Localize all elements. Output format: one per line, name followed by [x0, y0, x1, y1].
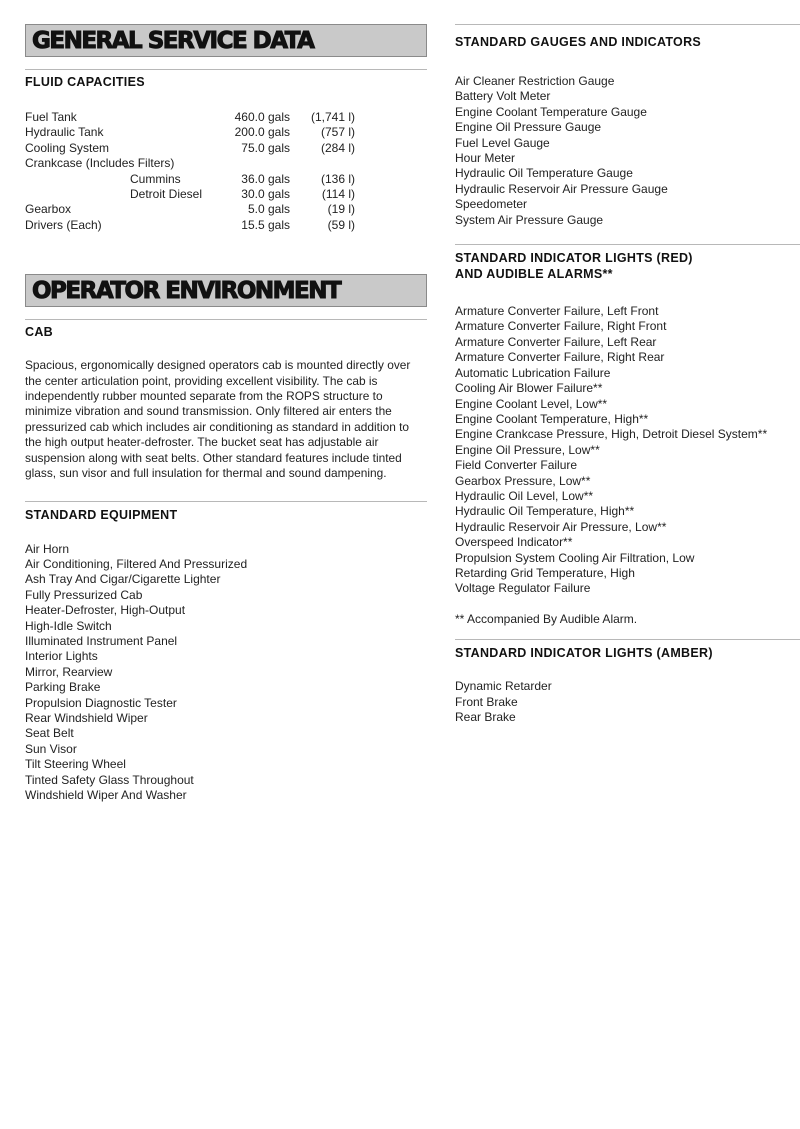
- amber-indicator-item: Rear Brake: [455, 710, 516, 724]
- gauge-item: Fuel Level Gauge: [455, 135, 550, 150]
- equipment-item: Tilt Steering Wheel: [25, 757, 126, 772]
- cab-description: Spacious, ergonomically designed operators cab is mounted directly over the center articulation point, providing excellent visibility. The cab is independently rubber mounted separate from the ROPS structure to minimize vibration and sound transmission. Only filtered air enters the pressurized cab which includes air conditioning as standard in addition to the high output heater-defroster. The bucket seat has adjustable air suspension along with seat belts. Other standard features include tinted glass, sun visor and full insulation for thermal and sound dampening.: [25, 358, 411, 481]
- red-indicator-list: [455, 304, 800, 597]
- equipment-item: High-Idle Switch: [25, 618, 112, 633]
- audible-alarm-footnote: ** Accompanied By Audible Alarm.: [455, 611, 638, 626]
- standard-gauges-list: [455, 74, 800, 228]
- fluid-liters: (1,741 l): [310, 110, 355, 124]
- fluid-sublabel: [130, 141, 230, 156]
- operator-environment-banner: [25, 274, 427, 307]
- divider: [455, 244, 800, 245]
- red-indicator-heading: [455, 250, 800, 282]
- divider: [25, 501, 427, 502]
- amber-indicator-heading: STANDARD INDICATOR LIGHTS (AMBER): [455, 646, 713, 661]
- fluid-row: [25, 156, 355, 171]
- red-indicator-item: Overspeed Indicator**: [455, 535, 573, 550]
- equipment-item: Windshield Wiper And Washer: [25, 788, 187, 802]
- fluid-sublabel: Cummins: [130, 171, 181, 186]
- red-indicator-item: Propulsion System Cooling Air Filtration, Low: [455, 550, 695, 565]
- red-indicator-item: Hydraulic Reservoir Air Pressure, Low**: [455, 519, 667, 534]
- gauge-item: Battery Volt Meter: [455, 89, 551, 104]
- fluid-liters: (284 l): [320, 140, 355, 155]
- fluid-capacities-heading: FLUID CAPACITIES: [25, 75, 145, 89]
- equipment-item: Interior Lights: [25, 649, 98, 664]
- red-indicator-item: Hydraulic Oil Level, Low**: [455, 488, 594, 503]
- fluid-liters: (19 l): [327, 202, 355, 217]
- fluid-liters: (114 l): [321, 187, 355, 202]
- left-column: [25, 24, 427, 803]
- equipment-item: Parking Brake: [25, 680, 101, 695]
- red-indicator-item: Armature Converter Failure, Right Front: [455, 319, 667, 334]
- divider: [455, 24, 800, 25]
- equipment-item: Tinted Safety Glass Throughout: [25, 772, 194, 787]
- equipment-item: Air Horn: [25, 541, 70, 556]
- fluid-liters: (59 l): [327, 217, 355, 232]
- red-indicator-item: Engine Coolant Temperature, High**: [455, 411, 649, 426]
- standard-equipment-heading: STANDARD EQUIPMENT: [25, 507, 178, 522]
- fluid-row: [25, 218, 355, 233]
- divider: [25, 69, 427, 70]
- amber-indicator-item: Dynamic Retarder: [455, 679, 552, 694]
- equipment-item: Mirror, Rearview: [25, 664, 113, 679]
- equipment-item: Rear Windshield Wiper: [25, 710, 148, 725]
- red-indicator-item: Field Converter Failure: [455, 458, 578, 473]
- fluid-label: Gearbox: [25, 202, 72, 217]
- gauge-item: Speedometer: [455, 197, 528, 212]
- red-indicator-item: Automatic Lubrication Failure: [455, 365, 611, 380]
- fluid-gallons: 460.0 gals: [234, 110, 290, 124]
- gauge-item: Hydraulic Oil Temperature Gauge: [455, 166, 633, 181]
- fluid-row: [25, 187, 355, 202]
- fluid-label: [25, 172, 130, 187]
- fluid-liters: (136 l): [320, 171, 355, 186]
- red-indicator-item: Engine Crankcase Pressure, High, Detroit Diesel System**: [455, 427, 768, 442]
- fluid-sublabel: [130, 202, 230, 217]
- equipment-item: Ash Tray And Cigar/Cigarette Lighter: [25, 572, 221, 587]
- general-service-data-banner: [25, 24, 427, 57]
- red-indicator-item: Engine Oil Pressure, Low**: [455, 442, 600, 457]
- banner-title: GENERAL SERVICE DATA: [32, 27, 314, 54]
- gauge-item: System Air Pressure Gauge: [455, 212, 604, 227]
- fluid-label: Crankcase (Includes Filters): [25, 156, 175, 171]
- fluid-gallons: 36.0 gals: [241, 171, 290, 186]
- red-indicator-item: Armature Converter Failure, Left Front: [455, 304, 659, 319]
- fluid-gallons: 5.0 gals: [247, 202, 290, 217]
- fluid-label: Cooling System: [25, 140, 110, 155]
- fluid-gallons: 15.5 gals: [241, 217, 290, 232]
- fluid-sublabel: [130, 125, 230, 140]
- red-indicator-item: Armature Converter Failure, Right Rear: [455, 350, 665, 365]
- equipment-item: Propulsion Diagnostic Tester: [25, 695, 177, 710]
- fluid-label: [25, 187, 130, 202]
- fluid-label: Hydraulic Tank: [25, 125, 104, 140]
- fluid-sublabel: [130, 110, 230, 125]
- fluid-liters: (757 l): [320, 125, 355, 140]
- fluid-row: [25, 202, 355, 217]
- red-indicator-item: Engine Coolant Level, Low**: [455, 396, 608, 411]
- red-indicator-item: Cooling Air Blower Failure**: [455, 381, 603, 396]
- fluid-row: [25, 141, 355, 156]
- cab-heading: CAB: [25, 325, 53, 340]
- fluid-gallons: 200.0 gals: [234, 125, 290, 140]
- fluid-row: [25, 110, 355, 125]
- amber-indicator-list: [455, 679, 800, 725]
- fluid-gallons: 30.0 gals: [241, 187, 290, 202]
- red-indicator-heading-line1: STANDARD INDICATOR LIGHTS (RED): [455, 251, 693, 266]
- divider: [455, 639, 800, 640]
- gauge-item: Engine Oil Pressure Gauge: [455, 120, 602, 135]
- equipment-item: Sun Visor: [25, 741, 77, 756]
- red-indicator-heading-line2: AND AUDIBLE ALARMS**: [455, 267, 613, 282]
- banner-title: OPERATOR ENVIRONMENT: [32, 277, 341, 304]
- gauge-item: Hour Meter: [455, 151, 516, 166]
- gauge-item: Air Cleaner Restriction Gauge: [455, 74, 615, 88]
- fluid-capacities-table: [25, 110, 355, 233]
- fluid-label: Fuel Tank: [25, 110, 77, 124]
- fluid-sublabel: Detroit Diesel: [130, 187, 203, 202]
- equipment-item: Fully Pressurized Cab: [25, 587, 143, 602]
- equipment-item: Illuminated Instrument Panel: [25, 633, 178, 648]
- fluid-sublabel: [130, 218, 230, 233]
- fluid-row: [25, 172, 355, 187]
- fluid-label: Drivers (Each): [25, 217, 102, 232]
- red-indicator-item: Armature Converter Failure, Left Rear: [455, 334, 657, 349]
- right-column: [455, 24, 800, 725]
- red-indicator-item: Hydraulic Oil Temperature, High**: [455, 504, 635, 519]
- fluid-row: [25, 125, 355, 140]
- red-indicator-item: Retarding Grid Temperature, High: [455, 565, 635, 580]
- standard-equipment-list: [25, 542, 427, 804]
- gauge-item: Hydraulic Reservoir Air Pressure Gauge: [455, 181, 668, 196]
- fluid-gallons: 75.0 gals: [241, 140, 290, 155]
- red-indicator-item: Gearbox Pressure, Low**: [455, 473, 591, 488]
- standard-gauges-heading: STANDARD GAUGES AND INDICATORS: [455, 35, 702, 49]
- red-indicator-item: Voltage Regulator Failure: [455, 581, 591, 596]
- equipment-item: Air Conditioning, Filtered And Pressurized: [25, 556, 248, 571]
- equipment-item: Seat Belt: [25, 726, 74, 741]
- divider: [25, 319, 427, 320]
- equipment-item: Heater-Defroster, High-Output: [25, 603, 186, 618]
- gauge-item: Engine Coolant Temperature Gauge: [455, 104, 647, 119]
- amber-indicator-item: Front Brake: [455, 694, 518, 709]
